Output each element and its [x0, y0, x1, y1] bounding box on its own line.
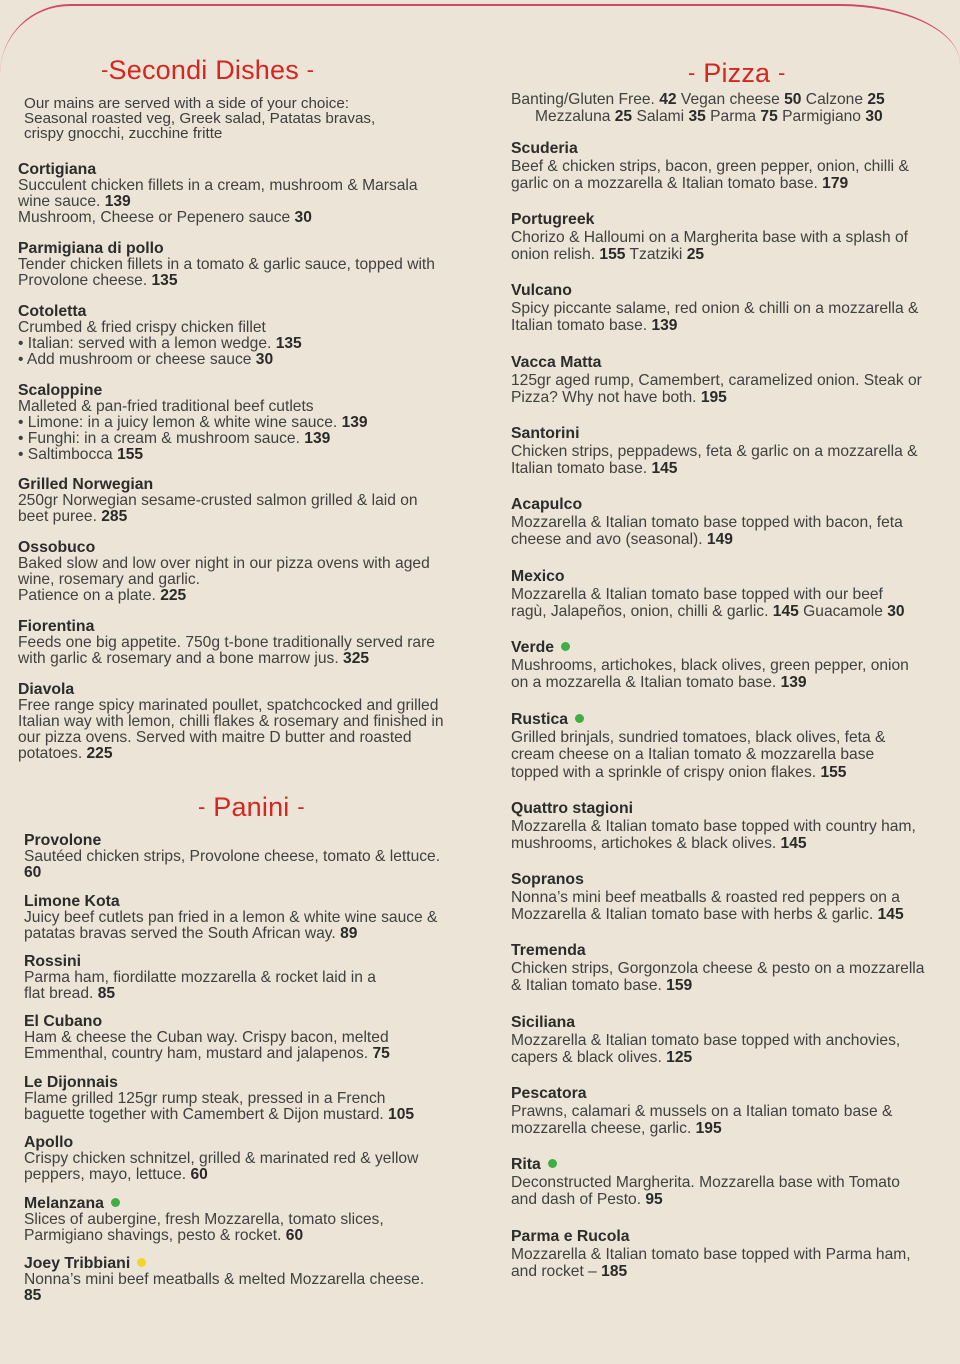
- item-description: Crumbed & fried crispy chicken fillet: [18, 318, 266, 336]
- item-description: Chorizo & Halloumi on a Margherita base with a splash of: [511, 228, 908, 246]
- pizza-option-row: Banting/Gluten Free. 42 Vegan cheese 50 Calzone 25: [511, 91, 885, 108]
- menu-item: [18, 477, 418, 525]
- item-name: Parma e Rucola: [511, 1228, 630, 1245]
- item-description: Sautéed chicken strips, Provolone cheese, tomato & lettuce.: [24, 847, 441, 865]
- item-description: 125gr aged rump, Camembert, caramelized onion. Steak or: [511, 371, 922, 389]
- item-description: Mushrooms, artichokes, black olives, green pepper, onion: [511, 656, 909, 674]
- item-price: 155: [820, 764, 847, 782]
- menu-item: [24, 894, 437, 942]
- item-description: Deconstructed Margherita. Mozzarella base with Tomato: [511, 1173, 900, 1191]
- item-price: 139: [104, 192, 131, 210]
- menu-item: [24, 1075, 414, 1123]
- item-description: Provolone cheese. 135: [18, 271, 178, 289]
- menu-item: [511, 282, 918, 335]
- menu-item: [18, 383, 368, 463]
- pizza-option-row: Mezzaluna 25 Salami 35 Parma 75 Parmigiano 30: [535, 108, 883, 125]
- menu-item: [24, 833, 440, 881]
- item-name: Vulcano: [511, 282, 572, 299]
- item-description: Prawns, calamari & mussels on a Italian tomato base &: [511, 1102, 893, 1120]
- menu-item: [511, 800, 916, 853]
- menu-item: [511, 496, 903, 549]
- item-description: Grilled brinjals, sundried tomatoes, black olives, feta &: [511, 728, 886, 746]
- item-description: cheese and avo (seasonal). 149: [511, 531, 733, 549]
- item-description: with garlic & rosemary and a bone marrow jus. 325: [18, 649, 370, 667]
- option-price: 75: [760, 108, 778, 125]
- menu-item: [24, 1196, 384, 1244]
- item-description: cream cheese on a Italian tomato & mozzarella base: [511, 746, 875, 764]
- item-price: 139: [304, 429, 331, 447]
- menu-item: [24, 1014, 390, 1062]
- pizza-title-text: Pizza: [703, 58, 771, 88]
- item-description: Flame grilled 125gr rump steak, pressed in a French: [24, 1089, 386, 1107]
- title-dash: -: [306, 57, 315, 82]
- item-name: Mexico: [511, 568, 565, 585]
- menu-item: [18, 304, 302, 368]
- item-description: our pizza ovens. Served with maitre D butter and roasted: [18, 728, 412, 746]
- item-description: Nonna’s mini beef meatballs & melted Mozzarella cheese.: [24, 1270, 425, 1288]
- item-price: 139: [341, 413, 368, 431]
- item-description: Baked slow and low over night in our pizza ovens with aged: [18, 554, 430, 572]
- item-description: Mozzarella & Italian tomato base topped with Parma ham,: [511, 1245, 911, 1263]
- item-description: mozzarella cheese, garlic. 195: [511, 1120, 722, 1138]
- item-price: 149: [706, 531, 733, 549]
- item-description: Chicken strips, peppadews, feta & garlic on a mozzarella &: [511, 442, 918, 460]
- item-price: 195: [700, 389, 727, 407]
- menu-item: [18, 241, 435, 289]
- item-description: Italian tomato base. 145: [511, 460, 678, 478]
- item-name: El Cubano: [24, 1013, 103, 1030]
- item-name: Provolone: [24, 832, 102, 849]
- vegetarian-dot-icon: [575, 714, 584, 723]
- menu-item: [511, 711, 885, 782]
- item-price: 159: [666, 977, 693, 995]
- item-name: Acapulco: [511, 496, 583, 513]
- menu-item: [511, 140, 909, 193]
- item-name: Fiorentina: [18, 618, 95, 635]
- item-description: baguette together with Camembert & Dijon mustard. 105: [24, 1105, 415, 1123]
- title-dash: -: [777, 60, 786, 85]
- item-price: 25: [686, 246, 705, 264]
- item-description: • Funghi: in a cream & mushroom sauce. 139: [18, 429, 331, 447]
- menu-item: [18, 162, 418, 226]
- item-name: Sopranos: [511, 871, 584, 888]
- item-name: Tremenda: [511, 942, 586, 959]
- item-name: Vacca Matta: [511, 354, 602, 371]
- item-name: Rita: [511, 1156, 900, 1174]
- item-price: 225: [86, 744, 113, 762]
- item-name: Santorini: [511, 425, 580, 442]
- item-description: mushrooms, artichokes & black olives. 145: [511, 835, 807, 853]
- secondi-intro: [24, 96, 375, 141]
- item-price: 185: [601, 1263, 628, 1281]
- item-description: topped with a sprinkle of crispy onion flakes. 155: [511, 764, 847, 782]
- item-description: Beef & chicken strips, bacon, green pepper, onion, chilli &: [511, 157, 909, 175]
- vegetarian-dot-icon: [561, 642, 570, 651]
- menu-item: [511, 639, 909, 692]
- item-description: Ham & cheese the Cuban way. Crispy bacon, melted: [24, 1028, 389, 1046]
- item-description: Tender chicken fillets in a tomato & garlic sauce, topped with: [18, 255, 435, 273]
- item-description: • Limone: in a juicy lemon & white wine sauce. 139: [18, 413, 368, 431]
- item-price: 60: [24, 863, 42, 881]
- item-price: 139: [780, 674, 807, 692]
- menu-item: [511, 1156, 900, 1209]
- menu-item: [24, 954, 376, 1002]
- item-description: Mozzarella & Italian tomato base with herbs & garlic. 145: [511, 906, 904, 924]
- option-price: 25: [614, 108, 633, 125]
- item-description: Juicy beef cutlets pan fried in a lemon & white wine sauce &: [24, 908, 438, 926]
- menu-item: [24, 1135, 418, 1183]
- item-description: Free range spicy marinated poullet, spatchcocked and grilled: [18, 696, 439, 714]
- item-description: wine, rosemary and garlic.: [18, 570, 201, 588]
- item-description: & Italian tomato base. 159: [511, 977, 693, 995]
- item-price: 125: [666, 1049, 693, 1067]
- item-description: Mozzarella & Italian tomato base topped with country ham,: [511, 817, 916, 835]
- item-description: Spicy piccante salame, red onion & chilli on a mozzarella &: [511, 299, 919, 317]
- item-description: and rocket – 185: [511, 1263, 628, 1281]
- pizza-title: [688, 58, 786, 89]
- item-price: 105: [388, 1105, 415, 1123]
- item-name: Ossobuco: [18, 539, 96, 556]
- item-name: Rossini: [24, 953, 82, 970]
- item-description: Mushroom, Cheese or Pepenero sauce 30: [18, 208, 312, 226]
- item-price: 195: [695, 1120, 722, 1138]
- item-name: Cotoletta: [18, 303, 87, 320]
- item-price: 325: [343, 649, 370, 667]
- item-description: wine sauce. 139: [18, 192, 131, 210]
- item-description: • Add mushroom or cheese sauce 30: [18, 350, 274, 368]
- item-description: flat bread. 85: [24, 984, 116, 1002]
- vegetarian-dot-icon: [548, 1159, 557, 1168]
- menu-item: [18, 540, 430, 604]
- item-name: Verde: [511, 639, 909, 657]
- menu-item: [511, 1014, 900, 1067]
- item-description: Pizza? Why not have both. 195: [511, 389, 727, 407]
- item-description: Malleted & pan-fried traditional beef cutlets: [18, 397, 314, 415]
- item-price: 30: [294, 208, 312, 226]
- item-name: Melanzana: [24, 1196, 384, 1212]
- item-name: Limone Kota: [24, 893, 120, 910]
- option-price: 50: [784, 91, 802, 108]
- item-name: Siciliana: [511, 1014, 576, 1031]
- vegetarian-dot-icon: [111, 1198, 120, 1207]
- item-name: Joey Tribbiani: [24, 1256, 424, 1272]
- menu-item: [18, 619, 435, 667]
- menu-item: [511, 871, 904, 924]
- item-description: Italian way with lemon, chilli flakes & rosemary and finished in: [18, 712, 444, 730]
- item-description: Parmigiano shavings, pesto & rocket. 60: [24, 1226, 304, 1244]
- item-price: 60: [285, 1226, 304, 1244]
- item-name: Scuderia: [511, 140, 578, 157]
- item-price: 285: [101, 507, 128, 525]
- item-description: Chicken strips, Gorgonzola cheese & pesto on a mozzarella: [511, 959, 925, 977]
- item-price: 145: [780, 835, 807, 853]
- item-price: 135: [275, 334, 302, 352]
- item-price: 30: [255, 350, 274, 368]
- item-name: Pescatora: [511, 1085, 587, 1102]
- item-description: potatoes. 225: [18, 744, 113, 762]
- item-description: on a mozzarella & Italian tomato base. 139: [511, 674, 807, 692]
- panini-title-text: Panini: [213, 792, 290, 822]
- item-description: patatas bravas served the South African way. 89: [24, 924, 358, 942]
- item-price: 75: [372, 1044, 390, 1062]
- item-price: 145: [772, 603, 799, 621]
- item-description: and dash of Pesto. 95: [511, 1191, 663, 1209]
- item-description: ragù, Jalapeños, onion, chilli & garlic. 145 Guacamole 30: [511, 603, 905, 621]
- item-price: 145: [651, 460, 678, 478]
- item-description: Mozzarella & Italian tomato base topped with anchovies,: [511, 1031, 901, 1049]
- option-price: 35: [688, 108, 706, 125]
- item-description: capers & black olives. 125: [511, 1049, 693, 1067]
- item-name: Diavola: [18, 681, 75, 698]
- item-price: 60: [190, 1165, 208, 1183]
- item-description: Emmenthal, country ham, mustard and jalapenos. 75: [24, 1044, 390, 1062]
- secondi-title-text: Secondi Dishes: [108, 55, 299, 85]
- item-name: Portugreek: [511, 211, 595, 228]
- item-description: [24, 865, 440, 881]
- menu-item: [511, 211, 908, 264]
- intro-line: Seasonal roasted veg, Greek salad, Patatas bravas,: [24, 110, 376, 127]
- item-price: 155: [599, 246, 626, 264]
- title-dash: -: [297, 794, 305, 819]
- item-price: 30: [887, 603, 905, 621]
- title-dash: -: [101, 57, 109, 82]
- item-price: 155: [117, 445, 144, 463]
- title-dash: -: [688, 60, 696, 85]
- item-description: Nonna’s mini beef meatballs & roasted red peppers on a: [511, 888, 900, 906]
- item-price: 145: [877, 906, 904, 924]
- item-name: Le Dijonnais: [24, 1074, 118, 1091]
- menu-item: [511, 942, 924, 995]
- item-description: Parma ham, fiordilatte mozzarella & rocket laid in a: [24, 968, 376, 986]
- intro-line: crispy gnocchi, zucchine fritte: [24, 125, 223, 142]
- item-name: Quattro stagioni: [511, 800, 633, 817]
- item-name: Grilled Norwegian: [18, 476, 154, 493]
- item-price: 89: [340, 924, 358, 942]
- item-price: 85: [97, 984, 116, 1002]
- menu-item: [511, 1228, 911, 1281]
- pizza-options: [511, 91, 885, 125]
- item-description: garlic on a mozzarella & Italian tomato base. 179: [511, 175, 849, 193]
- item-price: 179: [822, 175, 849, 193]
- secondi-title: [101, 55, 314, 86]
- menu-item: [511, 354, 922, 407]
- menu-item: [511, 1085, 892, 1138]
- item-description: Mozzarella & Italian tomato base topped with our beef: [511, 585, 883, 603]
- item-name: Scaloppine: [18, 382, 103, 399]
- menu-item: [24, 1256, 424, 1304]
- menu-item: [511, 425, 918, 478]
- option-price: 42: [659, 91, 677, 108]
- item-price: 85: [24, 1286, 42, 1304]
- item-price: 225: [160, 586, 187, 604]
- item-description: Mozzarella & Italian tomato base topped with bacon, feta: [511, 513, 903, 531]
- item-description: • Italian: served with a lemon wedge. 135: [18, 334, 302, 352]
- item-name: Cortigiana: [18, 161, 97, 178]
- option-price: 25: [867, 91, 885, 108]
- item-description: onion relish. 155 Tzatziki 25: [511, 246, 705, 264]
- item-name: Apollo: [24, 1134, 74, 1151]
- item-description: • Saltimbocca 155: [18, 445, 144, 463]
- title-dash: -: [198, 794, 206, 819]
- panini-title: [198, 792, 305, 823]
- item-price: 139: [651, 317, 678, 335]
- menu-item: [511, 568, 905, 621]
- item-name: Rustica: [511, 711, 885, 729]
- item-price: 95: [645, 1191, 663, 1209]
- item-description: [24, 1288, 424, 1304]
- item-description: Patience on a plate. 225: [18, 586, 187, 604]
- item-description: peppers, mayo, lettuce. 60: [24, 1165, 208, 1183]
- item-price: 135: [151, 271, 178, 289]
- item-description: Feeds one big appetite. 750g t-bone traditionally served rare: [18, 633, 435, 651]
- item-description: 250gr Norwegian sesame-crusted salmon grilled & laid on: [18, 491, 418, 509]
- option-price: 30: [865, 108, 883, 125]
- item-description: beet puree. 285: [18, 507, 128, 525]
- intro-line: Our mains are served with a side of your choice:: [24, 95, 349, 112]
- yellow-dot-icon: [137, 1258, 146, 1267]
- item-description: Slices of aubergine, fresh Mozzarella, tomato slices,: [24, 1210, 384, 1228]
- item-description: Succulent chicken fillets in a cream, mushroom & Marsala: [18, 176, 418, 194]
- item-description: Crispy chicken schnitzel, grilled & marinated red & yellow: [24, 1149, 419, 1167]
- item-name: Parmigiana di pollo: [18, 240, 164, 257]
- item-description: Italian tomato base. 139: [511, 317, 678, 335]
- menu-item: [18, 682, 444, 762]
